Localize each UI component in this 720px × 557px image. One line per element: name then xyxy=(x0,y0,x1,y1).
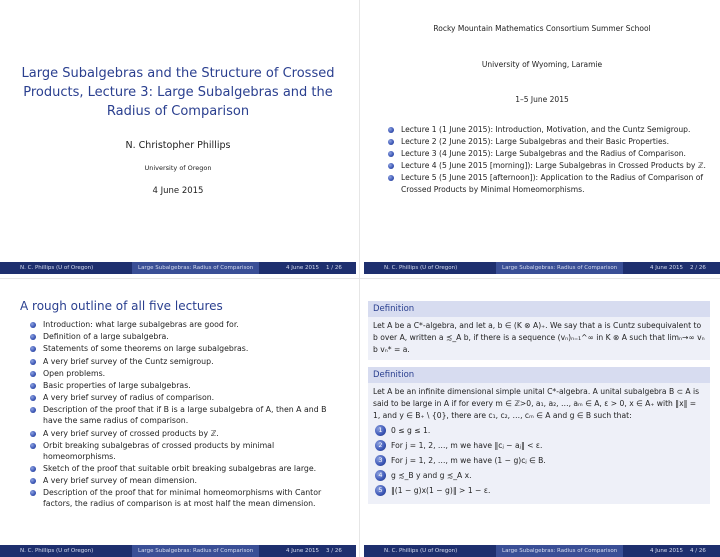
author-name: N. Christopher Phillips xyxy=(125,140,231,151)
list-item: 4 g ≾_B y and g ≾_A x. xyxy=(373,470,705,482)
list-item: Basic properties of large subalgebras. xyxy=(30,380,342,391)
definition-header: Definition xyxy=(368,301,710,317)
number-badge: 1 xyxy=(375,425,386,436)
list-item: Open problems. xyxy=(30,368,342,379)
slide-footer xyxy=(0,262,356,274)
list-item: Lecture 2 (2 June 2015): Large Subalgebras and their Basic Properties. xyxy=(388,136,706,148)
list-item: Lecture 3 (4 June 2015): Large Subalgebras and the Radius of Comparison. xyxy=(388,148,706,160)
slide-footer xyxy=(0,545,356,557)
footer-page: 3 / 26 xyxy=(326,548,342,554)
list-item: 2 For j = 1, 2, …, m we have ‖cⱼ − aⱼ‖ < ε. xyxy=(373,440,705,452)
lecture-list xyxy=(388,124,706,196)
footer-date: 4 June 2015 xyxy=(286,548,319,554)
bullet-icon xyxy=(388,151,394,157)
institution: University of Oregon xyxy=(144,164,212,172)
list-item: Lecture 1 (1 June 2015): Introduction, Motivation, and the Cuntz Semigroup. xyxy=(388,124,706,136)
footer-page: 1 / 26 xyxy=(326,265,342,271)
slide-footer xyxy=(364,545,720,557)
bullet-icon xyxy=(30,322,36,328)
bullet-icon xyxy=(30,371,36,377)
footer-author: N. C. Phillips (U of Oregon) xyxy=(384,265,458,271)
talk-date: 4 June 2015 xyxy=(152,186,204,196)
number-badge: 3 xyxy=(375,455,386,466)
bullet-icon xyxy=(30,395,36,401)
list-item: Sketch of the proof that suitable orbit breaking subalgebras are large. xyxy=(30,463,342,474)
number-badge: 4 xyxy=(375,470,386,481)
bullet-icon xyxy=(30,431,36,437)
bullet-icon xyxy=(388,139,394,145)
list-item: 5 ‖(1 − g)x(1 − g)‖ > 1 − ε. xyxy=(373,485,705,497)
frame-title: A rough outline of all five lectures xyxy=(20,299,223,313)
bullet-icon xyxy=(30,346,36,352)
list-item: Lecture 5 (5 June 2015 [afternoon]): Application to the Radius of Comparison of Crossed Products by Minimal Homeomorphisms. xyxy=(388,172,706,195)
list-item: Orbit breaking subalgebras of crossed products by minimal homeomorphisms. xyxy=(30,440,342,462)
list-item: 3 For j = 1, 2, …, m we have (1 − g)cⱼ ∈ B. xyxy=(373,455,705,467)
condition-list xyxy=(373,425,705,497)
horizontal-divider xyxy=(0,278,720,279)
definition-body: Let A be a C*-algebra, and let a, b ∈ (K ⊗ A)₊. We say that a is Cuntz subequivalent to b over A, written a ≾_A b, if there is a sequence (vₙ)ₙ₌₁^∞ in K ⊗ A such that limₙ→∞ vₙ b vₙ* = a. xyxy=(373,321,705,354)
list-item: Description of the proof that for minimal homeomorphisms with Cantor factors, the radius of comparison is at most half the mean dimension. xyxy=(30,487,342,509)
footer-title: Large Subalgebras: Radius of Comparison xyxy=(496,262,623,274)
list-item: A very brief survey of the Cuntz semigroup. xyxy=(30,356,342,367)
slide-1 xyxy=(0,0,356,274)
footer-title: Large Subalgebras: Radius of Comparison xyxy=(132,262,259,274)
definition-block-cuntz xyxy=(368,301,710,360)
slide-footer xyxy=(364,262,720,274)
list-item: A very brief survey of radius of comparison. xyxy=(30,392,342,403)
bullet-icon xyxy=(388,127,394,133)
definition-text: Let A be an infinite dimensional simple unital C*-algebra. A unital subalgebra B ⊂ A is said to be large in A if for every m ∈ ℤ>0, a₁, a₂, …, aₘ ∈ A, ε > 0, x ∈ A₊ with ‖x‖ = 1, and y ∈ B₊ \ {0}, there are c₁, c₂, …, cₘ ∈ A and g ∈ B such that: xyxy=(373,387,700,420)
footer-author: N. C. Phillips (U of Oregon) xyxy=(20,265,94,271)
outline-list xyxy=(30,319,342,510)
list-item: Description of the proof that if B is a large subalgebra of A, then A and B have the same radius of comparison. xyxy=(30,404,342,426)
list-item: Lecture 4 (5 June 2015 [morning]): Large Subalgebras in Crossed Products by ℤ. xyxy=(388,160,706,172)
footer-date: 4 June 2015 xyxy=(286,265,319,271)
bullet-icon xyxy=(388,175,394,181)
footer-title: Large Subalgebras: Radius of Comparison xyxy=(132,545,259,557)
university-name: University of Wyoming, Laramie xyxy=(481,60,603,69)
footer-page: 2 / 26 xyxy=(690,265,706,271)
footer-author: N. C. Phillips (U of Oregon) xyxy=(20,548,94,554)
bullet-icon xyxy=(30,466,36,472)
bullet-icon xyxy=(30,407,36,413)
bullet-icon xyxy=(30,443,36,449)
list-item: Statements of some theorems on large subalgebras. xyxy=(30,343,342,354)
list-item: Definition of a large subalgebra. xyxy=(30,331,342,342)
footer-date: 4 June 2015 xyxy=(650,265,683,271)
number-badge: 5 xyxy=(375,485,386,496)
definition-block-large xyxy=(368,367,710,504)
number-badge: 2 xyxy=(375,440,386,451)
slide-title: Large Subalgebras and the Structure of Crossed Products, Lecture 3: Large Subalgebras and the Radius of Comparison xyxy=(21,66,335,119)
school-dates: 1–5 June 2015 xyxy=(515,95,569,104)
bullet-icon xyxy=(30,478,36,484)
bullet-icon xyxy=(30,490,36,496)
list-item: A very brief survey of crossed products by ℤ. xyxy=(30,428,342,439)
bullet-icon xyxy=(30,359,36,365)
list-item: A very brief survey of mean dimension. xyxy=(30,475,342,486)
list-item: Introduction: what large subalgebras are good for. xyxy=(30,319,342,330)
bullet-icon xyxy=(388,163,394,169)
slide-3 xyxy=(0,283,356,557)
definition-body xyxy=(368,383,710,504)
list-item: 1 0 ≤ g ≤ 1. xyxy=(373,425,705,437)
definition-header: Definition xyxy=(368,367,710,383)
school-name: Rocky Mountain Mathematics Consortium Summer School xyxy=(433,24,651,33)
footer-title: Large Subalgebras: Radius of Comparison xyxy=(496,545,623,557)
footer-date: 4 June 2015 xyxy=(650,548,683,554)
footer-author: N. C. Phillips (U of Oregon) xyxy=(384,548,458,554)
bullet-icon xyxy=(30,334,36,340)
footer-page: 4 / 26 xyxy=(690,548,706,554)
slide-2 xyxy=(364,0,720,274)
slide-4 xyxy=(364,283,720,557)
bullet-icon xyxy=(30,383,36,389)
